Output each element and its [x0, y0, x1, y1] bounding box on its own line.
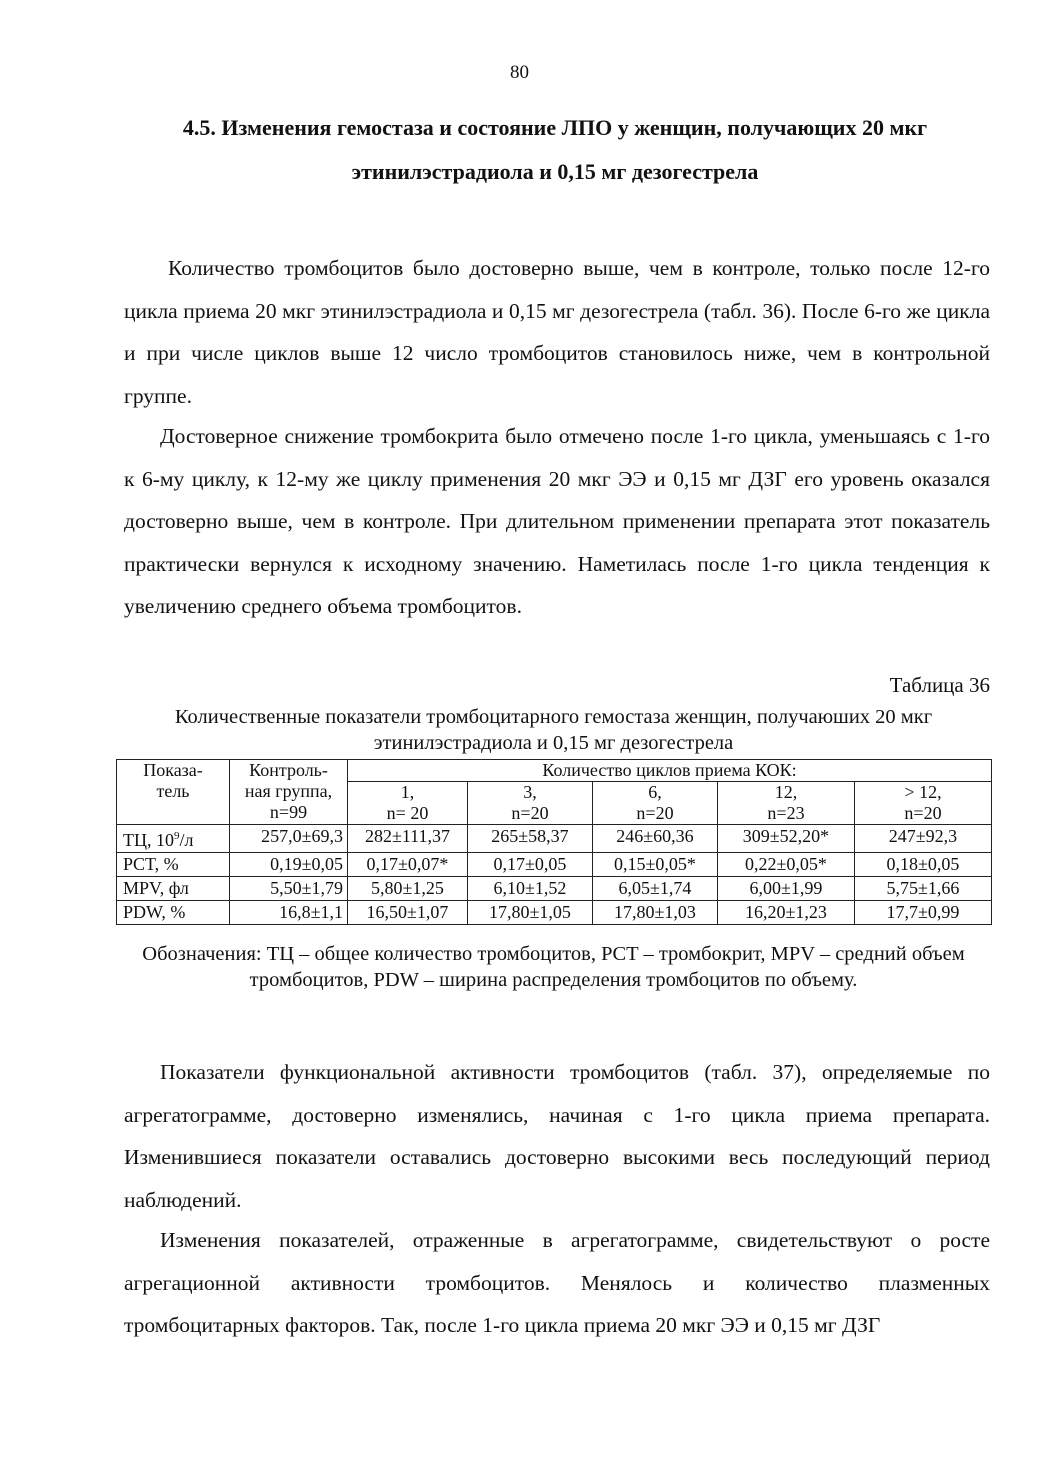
- row-label: MPV, фл: [117, 877, 230, 901]
- paragraph-2: Достоверное снижение тромбокрита было отмечено после 1-го цикла, уменьшаясь с 1-го к 6-му циклу, к 12-му же циклу применения 20 мкг ЭЭ и 0,15 мг ДЗГ его уровень оказался достоверно выше, чем в контроле. При длительном применении препарата этот показатель практически вернулся к исходному значению. Наметилась после 1-го цикла тенденция к увеличению среднего объема тромбоцитов.: [124, 424, 990, 618]
- header-cycle-label: 12,: [718, 782, 855, 804]
- cycle-value: 0,22±0,05*: [718, 853, 855, 877]
- table-row: [117, 853, 992, 877]
- header-control: [230, 760, 348, 825]
- header-control-top: Контроль-: [249, 760, 328, 780]
- cycle-value: 16,50±1,07: [348, 901, 468, 925]
- table-header-row-1: [117, 760, 992, 782]
- platelet-table: [116, 759, 992, 925]
- cycle-value: 0,15±0,05*: [593, 853, 718, 877]
- paragraph-4: Изменения показателей, отраженные в агрегатограмме, свидетельствуют о росте агрегационной активности тромбоцитов. Менялось и количество плазменных тромбоцитарных факторов. Так, после 1-го цикла приема 20 мкг ЭЭ и 0,15 мг ДЗГ: [124, 1228, 990, 1337]
- cycle-value: 17,80±1,05: [468, 901, 593, 925]
- cycle-value: 246±60,36: [593, 825, 718, 853]
- row-label: ТЦ, $10^9/л$: [117, 825, 230, 853]
- table-row: [117, 877, 992, 901]
- table-row: [117, 901, 992, 925]
- header-cycle-label: 6,: [593, 782, 718, 804]
- cycle-value: 309±52,20*: [718, 825, 855, 853]
- header-control-n: n=99: [269, 802, 308, 822]
- header-cycle-n: n=20: [468, 803, 593, 825]
- page-number: 80: [510, 62, 529, 83]
- cycle-value: 265±58,37: [468, 825, 593, 853]
- cycle-value: 16,20±1,23: [718, 901, 855, 925]
- control-value: 5,50±1,79: [230, 877, 348, 901]
- header-cycle-n: n=20: [593, 803, 718, 825]
- header-control-mid: ная группа,: [244, 781, 333, 801]
- header-cycle-n: n=23: [718, 803, 855, 825]
- header-cycle-label: 3,: [468, 782, 593, 804]
- table-title: Количественные показатели тромбоцитарного гемостаза женщин, получаюших 20 мкг этинилэстрадиола и 0,15 мг дезогестрела: [174, 706, 933, 754]
- control-value: 257,0±69,3: [230, 825, 348, 853]
- control-value: 0,19±0,05: [230, 853, 348, 877]
- header-cycles-group: Количество циклов приема КОК:: [348, 760, 992, 782]
- row-label-exponent: 9: [174, 830, 180, 842]
- paragraph-1: Количество тромбоцитов было достоверно выше, чем в контроле, только после 12-го цикла приема 20 мкг этинилэстрадиола и 0,15 мг дезогестрела (табл. 36). После 6-го же цикла и при числе циклов выше 12 число тромбоцитов становилось ниже, чем в контрольной группе.: [124, 256, 990, 408]
- cycle-value: 6,00±1,99: [718, 877, 855, 901]
- header-indicator: [117, 760, 230, 825]
- row-label: PDW, %: [117, 901, 230, 925]
- cycle-value: 0,17±0,05: [468, 853, 593, 877]
- cycle-value: 6,05±1,74: [593, 877, 718, 901]
- cycle-value: 5,80±1,25: [348, 877, 468, 901]
- cycle-value: 5,75±1,66: [855, 877, 992, 901]
- header-indicator-bottom: тель: [156, 781, 190, 801]
- header-indicator-top: Показа-: [143, 760, 203, 780]
- section-heading: 4.5. Изменения гемостаза и состояние ЛПО у женщин, получающих 20 мкг этинилэстрадиола и 0,15 мг дезогестрела: [182, 115, 928, 184]
- table-number: Таблица 36: [889, 673, 990, 697]
- row-label: PCT, %: [117, 853, 230, 877]
- paragraph-3: Показатели функциональной активности тромбоцитов (табл. 37), определяемые по агрегатограмме, достоверно изменялись, начиная с 1-го цикла приема препарата. Изменившиеся показатели оставались достоверно высокими весь последующий период наблюдений.: [124, 1060, 990, 1212]
- cycle-value: 0,17±0,07*: [348, 853, 468, 877]
- header-cycle-label: 1,: [348, 782, 468, 804]
- header-cycle-n: n=20: [855, 803, 992, 825]
- cycle-value: 17,80±1,03: [593, 901, 718, 925]
- cycle-value: 17,7±0,99: [855, 901, 992, 925]
- cycle-value: 247±92,3: [855, 825, 992, 853]
- header-cycle-n: n= 20: [348, 803, 468, 825]
- cycle-value: 0,18±0,05: [855, 853, 992, 877]
- header-cycle-label: > 12,: [855, 782, 992, 804]
- cycle-value: 282±111,37: [348, 825, 468, 853]
- control-value: 16,8±1,1: [230, 901, 348, 925]
- table-notes: Обозначения: ТЦ – общее количество тромбоцитов, PCT – тромбокрит, MPV – средний объем тромбоцитов, PDW – ширина распределения тромбоцитов по объему.: [142, 943, 965, 991]
- table-row: [117, 825, 992, 853]
- cycle-value: 6,10±1,52: [468, 877, 593, 901]
